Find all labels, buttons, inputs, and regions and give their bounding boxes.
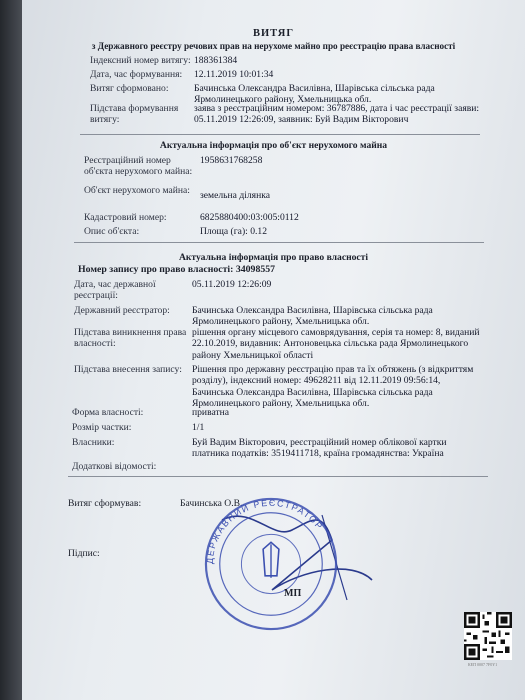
ownership-section-heading: Актуальна інформація про право власності xyxy=(178,252,369,263)
ownership-label: Власники: xyxy=(72,437,115,448)
object-label: Опис об'єкта: xyxy=(84,226,140,237)
ownership-row xyxy=(72,461,192,472)
object-value: Площа (га): 0.12 xyxy=(200,226,267,237)
stamp-mp: МП xyxy=(284,588,302,599)
ownership-value: Рішення про державну реєстрацію прав та їх обтяжень (з відкриттям розділу), індексний номер: 49628211 від 12.11.2019 09:56:14, Бачинська Олександра Василівна, Шарівська сільська рада Ярмолинецького району, Хмельницька обл. xyxy=(192,364,474,409)
object-row xyxy=(84,226,267,237)
meta-row xyxy=(90,103,504,126)
document-page xyxy=(22,0,525,700)
ownership-value: рішення органу місцевого самоврядування, серія та номер: 8, виданий 22.10.2019, видавник: Антоновецька сільська рада Ярмолинецького району Хмельницької області xyxy=(192,327,480,361)
object-row xyxy=(84,212,299,223)
ownership-label: Розмір частки: xyxy=(72,422,132,433)
object-value: земельна ділянка xyxy=(200,190,270,201)
meta-label: Дата, час формування: xyxy=(90,69,183,80)
ownership-value: приватна xyxy=(192,407,230,418)
meta-row xyxy=(90,69,474,80)
ownership-value: Бачинська Олександра Василівна, Шарівська сільська рада Ярмолинецького району, Хмельницька обл. xyxy=(192,305,433,328)
document-subtitle: з Державного реєстру речових прав на нерухоме майно про реєстрацію права власності xyxy=(91,41,456,51)
ownership-row xyxy=(72,437,482,460)
ownership-row xyxy=(74,305,462,328)
ownership-label: Додаткові відомості: xyxy=(72,461,157,472)
ownership-label: Форма власності: xyxy=(72,407,144,418)
meta-value: заява з реєстраційним номером: 36787886, дата і час реєстрації заяви: 05.11.2019 12:26:09, заявник: Буй Вадим Вікторович xyxy=(194,103,480,126)
ownership-row xyxy=(74,327,482,361)
qr-code xyxy=(464,612,512,660)
ownership-label: Підстава виникнення права власності: xyxy=(74,327,187,350)
ownership-row xyxy=(74,364,482,409)
meta-value: Бачинська Олександра Василівна, Шарівська сільська рада Ярмолинецького району, Хмельницька обл. xyxy=(194,83,435,106)
object-value: 6825880400:03:005:0112 xyxy=(200,212,299,223)
ownership-row xyxy=(72,422,204,433)
object-value: 1958631768258 xyxy=(200,155,263,166)
stamp-ring-text: ДЕРЖАВНИЙ РЕЄСТРАТОР xyxy=(204,497,326,565)
svg-text:ДЕРЖАВНИЙ РЕЄСТРАТОР xyxy=(205,498,325,564)
object-label: Кадастровий номер: xyxy=(84,212,167,223)
meta-label: Витяг сформовано: xyxy=(90,83,169,94)
formed-by-label: Витяг сформував: xyxy=(68,498,142,509)
object-label: Реєстраційний номер об'єкта нерухомого майна: xyxy=(84,155,193,178)
meta-label: Підстава формування витягу: xyxy=(90,103,179,126)
meta-row xyxy=(90,55,474,66)
divider xyxy=(80,134,480,135)
ownership-label: Підстава внесення запису: xyxy=(74,364,182,375)
record-number: Номер запису про право власності: 34098557 xyxy=(78,264,276,275)
document-title: ВИТЯГ xyxy=(252,28,295,39)
object-row xyxy=(84,185,270,201)
divider xyxy=(68,476,488,477)
object-section-heading: Актуальна інформація про об'єкт нерухомого майна xyxy=(159,140,388,151)
ownership-row xyxy=(74,279,271,302)
ownership-value: 1/1 xyxy=(192,422,205,433)
meta-value: 12.11.2019 10:01:34 xyxy=(194,69,274,80)
meta-label: Індексний номер витягу: xyxy=(90,55,191,66)
ownership-label: Державний реєстратор: xyxy=(74,305,170,316)
ownership-label: Дата, час державної реєстрації: xyxy=(74,279,156,302)
signature-label: Підпис: xyxy=(68,548,100,559)
object-row xyxy=(84,155,262,178)
divider xyxy=(74,242,484,243)
object-label: Об'єкт нерухомого майна: xyxy=(84,185,190,196)
ownership-value: Буй Вадим Вікторович, реєстраційний номер облікової картки платника податків: 3519411718, країна громадянства: Україна xyxy=(192,437,447,460)
barcode-caption: КЕП 0007 7F0Y1 xyxy=(468,662,498,667)
meta-value: 188361384 xyxy=(194,55,238,66)
ownership-value: 05.11.2019 12:26:09 xyxy=(192,279,272,290)
formed-by-value: Бачинська О.В. xyxy=(180,498,243,509)
ownership-row xyxy=(72,407,229,418)
official-stamp xyxy=(202,495,340,633)
background-edge xyxy=(0,0,22,700)
